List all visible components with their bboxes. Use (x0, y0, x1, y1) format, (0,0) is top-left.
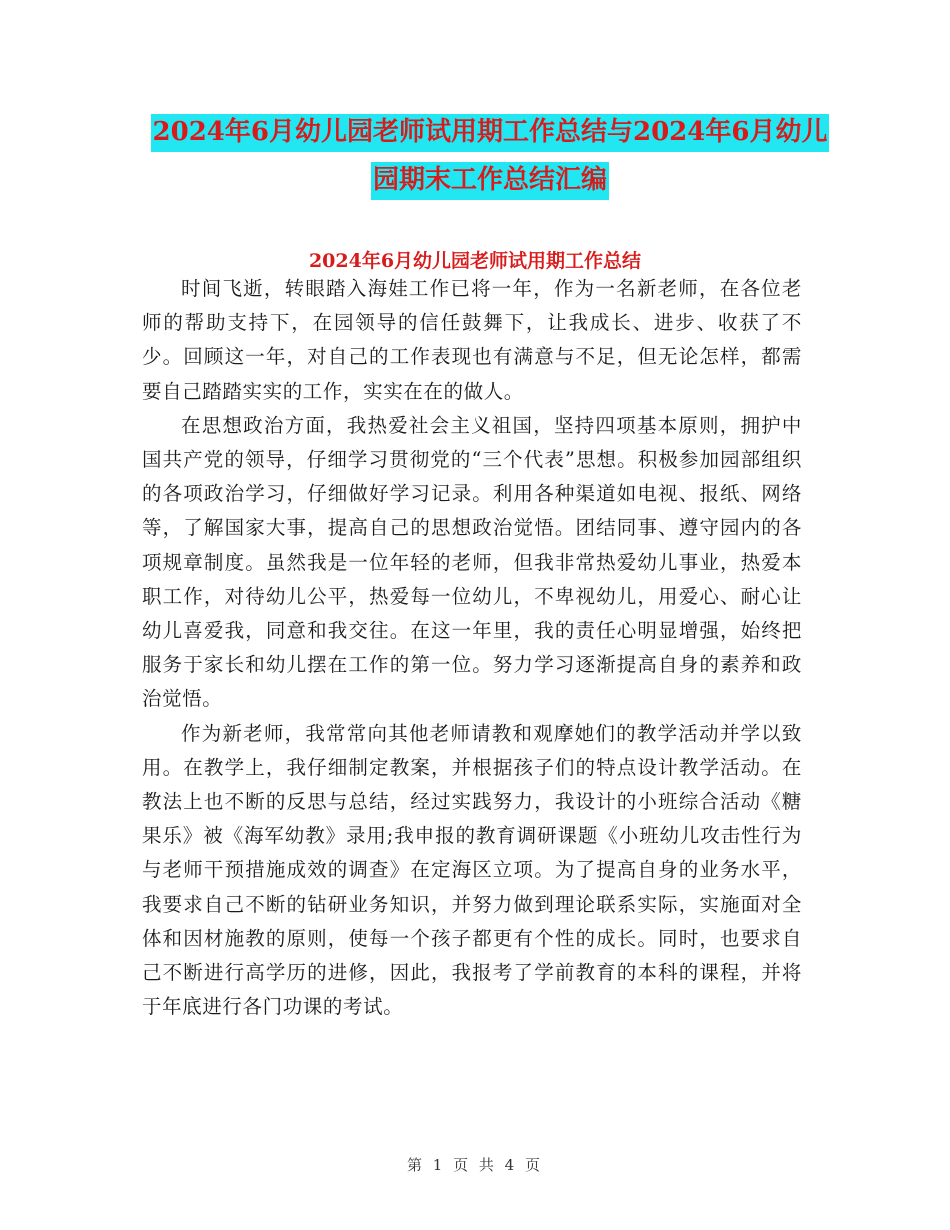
document-title (140, 108, 840, 204)
document-body (142, 272, 802, 1024)
section-title: 2024年6月幼儿园老师试用期工作总结 (308, 250, 642, 272)
page-number: 第 1 页 共 4 页 (407, 1156, 543, 1174)
paragraph-teaching: 作为新老师，我常常向其他老师请教和观摩她们的教学活动并学以致用。在教学上，我仔细制定教案，并根据孩子们的特点设计教学活动。在教法上也不断的反思与总结，经过实践努力，我设计的小班综合活动《糖果乐》被《海军幼教》录用;我申报的教育调研课题《小班幼儿攻击性行为与老师干预措施成效的调查》在定海区立项。为了提高自身的业务水平，我要求自己不断的钻研业务知识，并努力做到理论联系实际，实施面对全体和因材施教的原则，使每一个孩子都更有个性的成长。同时，也要求自己不断进行高学历的进修，因此，我报考了学前教育的本科的课程，并将于年底进行各门功课的考试。 (142, 721, 802, 1019)
paragraph-politics: 在思想政治方面，我热爱社会主义祖国，坚持四项基本原则，拥护中国共产党的领导，仔细学习贯彻党的“三个代表”思想。积极参加园部组织的各项政治学习，仔细做好学习记录。利用各种渠道如电视、报纸、网络等，了解国家大事，提高自己的思想政治觉悟。团结同事、遵守园内的各项规章制度。虽然我是一位年轻的老师，但我非常热爱幼儿事业，热爱本职工作，对待幼儿公平，热爱每一位幼儿，不卑视幼儿，用爱心、耐心让幼儿喜爱我，同意和我交往。在这一年里，我的责任心明显增强，始终把服务于家长和幼儿摆在工作的第一位。努力学习逐渐提高自身的素养和政治觉悟。 (142, 413, 802, 711)
document-title-text: 2024年6月幼儿园老师试用期工作总结与2024年6月幼儿园期末工作总结汇编 (151, 114, 830, 200)
paragraph-intro: 时间飞逝，转眼踏入海娃工作已将一年，作为一名新老师，在各位老师的帮助支持下，在园领导的信任鼓舞下，让我成长、进步、收获了不少。回顾这一年，对自己的工作表现也有满意与不足，但无论怎样，都需要自己踏踏实实的工作，实实在在的做人。 (142, 277, 802, 403)
